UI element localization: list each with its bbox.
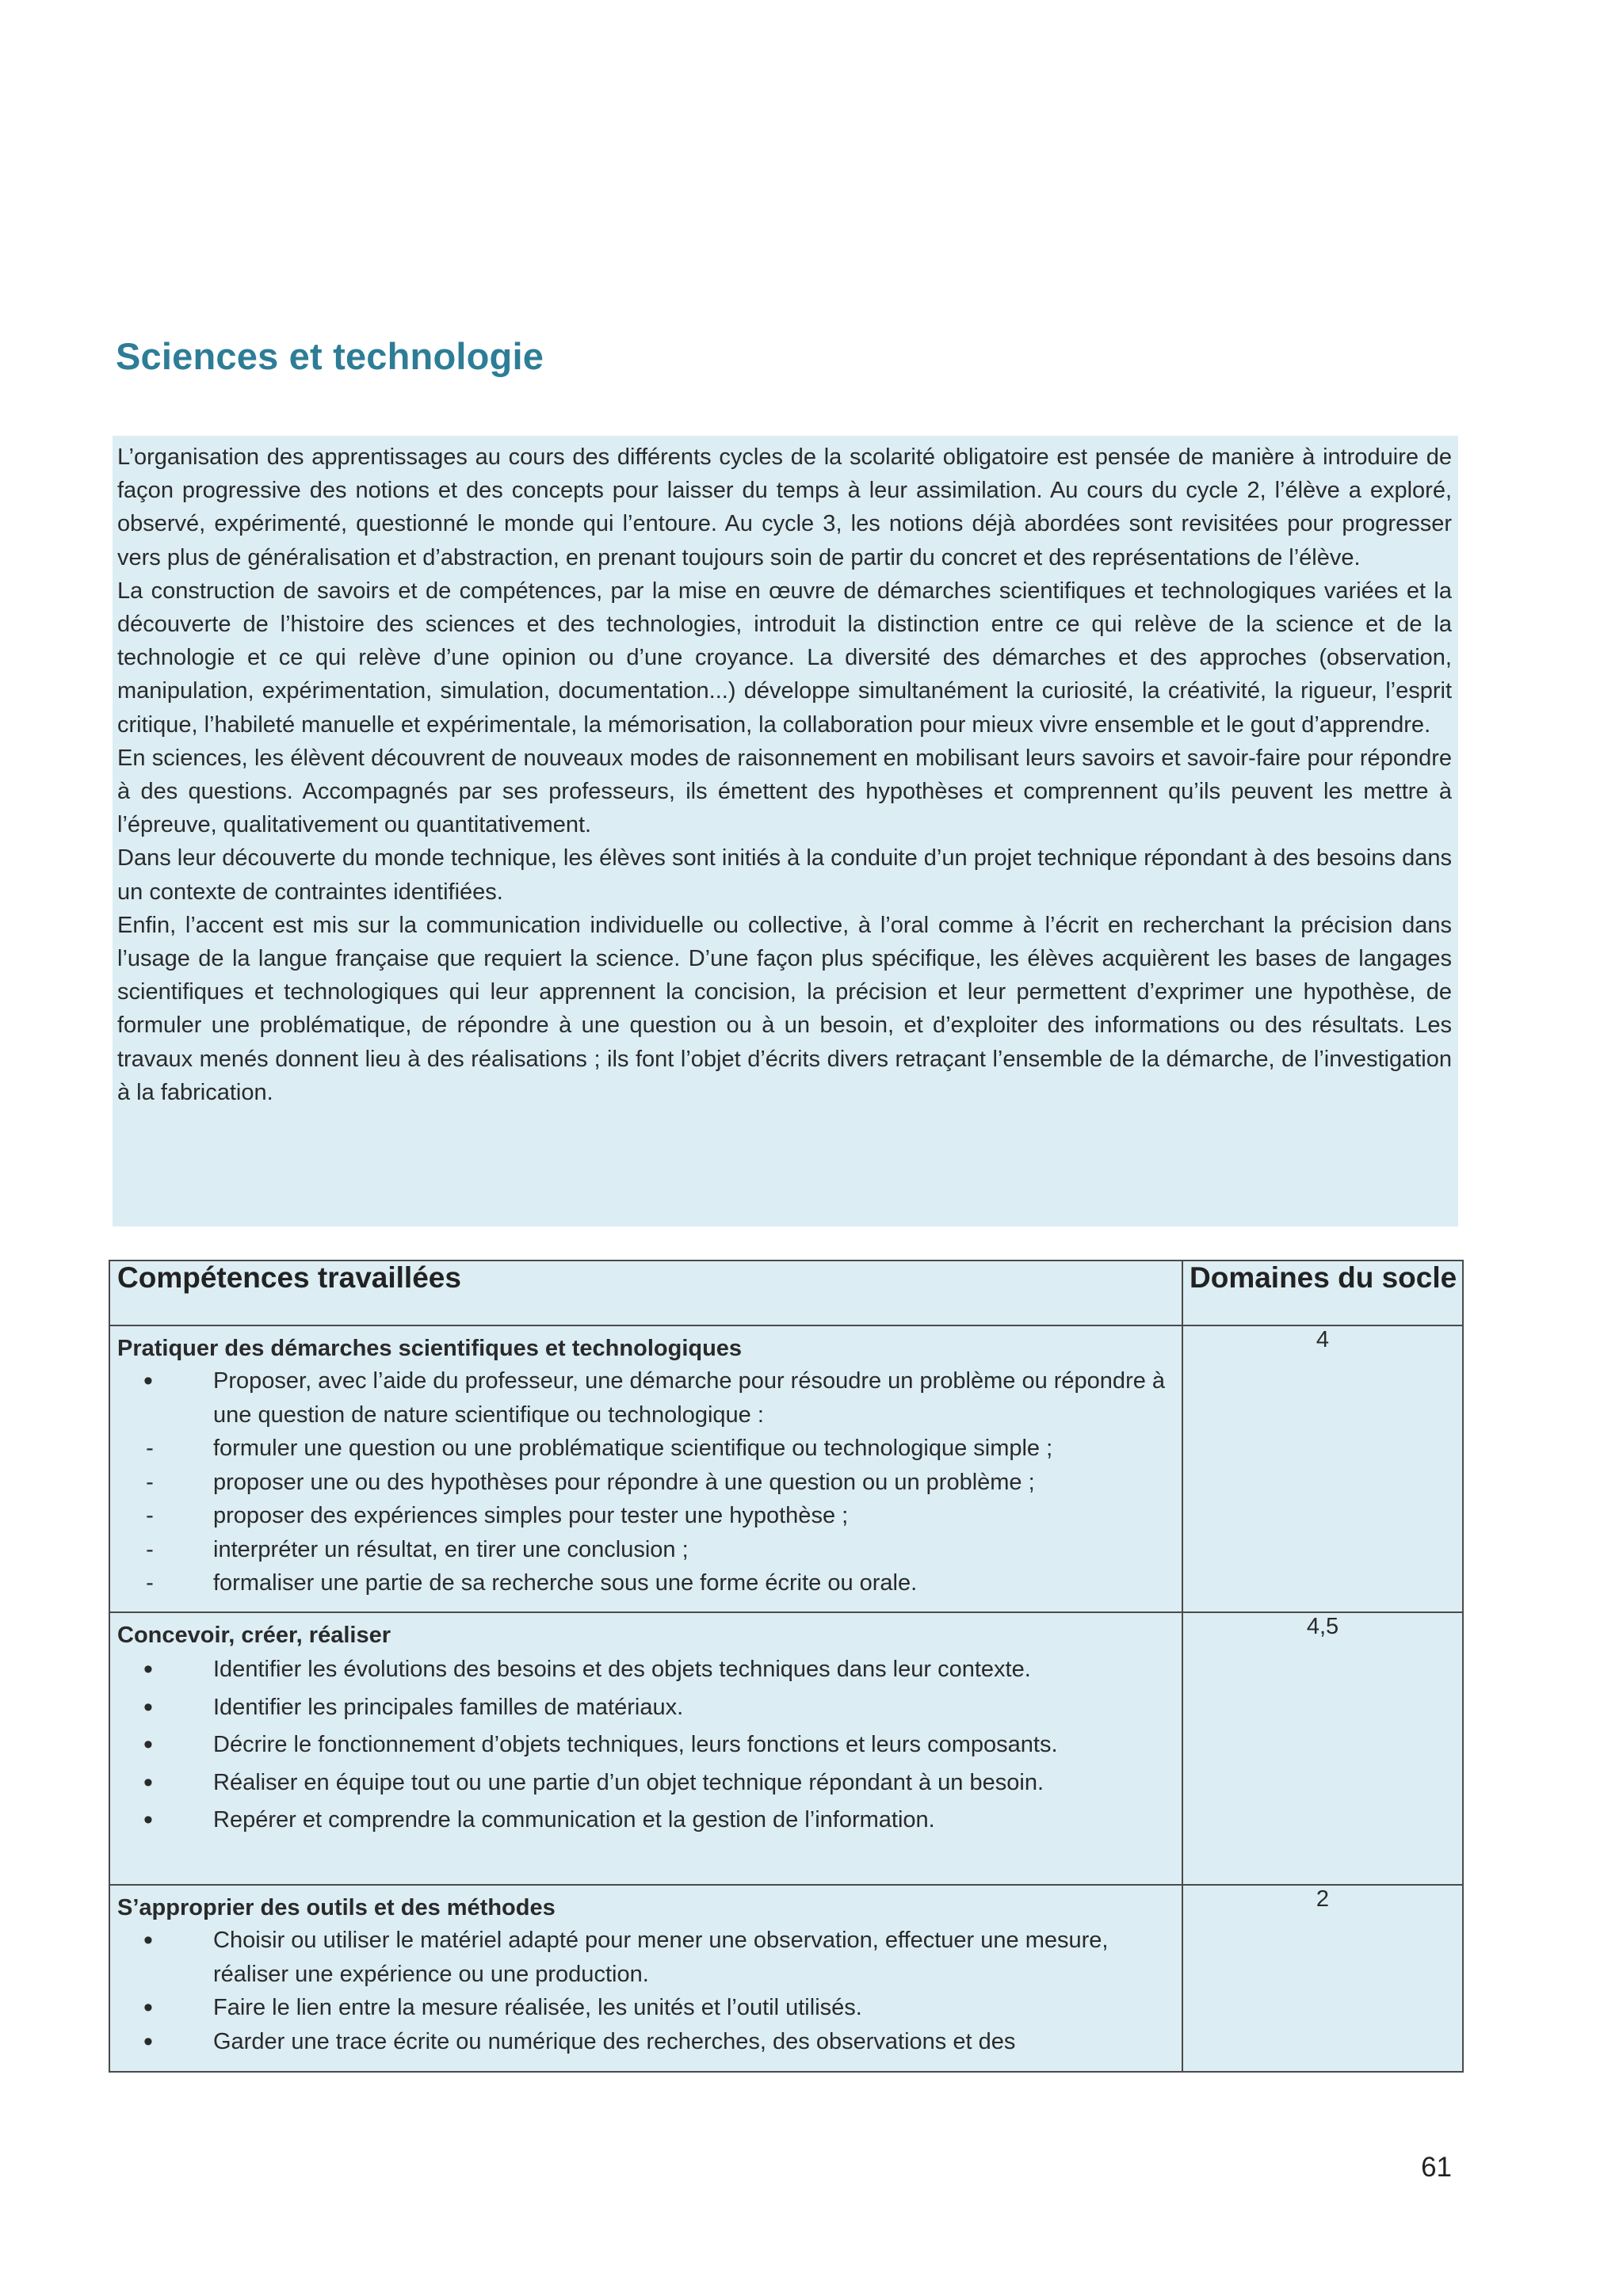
bullet-icon <box>117 1651 179 1691</box>
list-item-text: proposer une ou des hypothèses pour répondre à une question ou un problème ; <box>213 1469 1035 1495</box>
list-item <box>117 1432 1175 1466</box>
table-row <box>109 1325 1463 1612</box>
intro-paragraph-3: En sciences, les élèvent découvrent de nouveaux modes de raisonnement en mobilisant leurs savoirs et savoir-faire pour répondre à des questions. Accompagnés par ses professeurs, ils émettent des hypothèses et comprennent qu’ils peuvent les mettre à l’épreuve, qualitativement ou quantitativement. <box>117 745 1452 838</box>
intro-paragraph-5: Enfin, l’accent est mis sur la communication individuelle ou collective, à l’oral comme à l’écrit en recherchant la précision dans l’usage de la langue française que requiert la science. D’une façon plus spécifique, les élèves acquièrent les bases de langages scientifiques et technologiques qui leur apprennent la concision, la précision et leur permettent d’exprimer une hypothèse, de formuler une problématique, de répondre à une question ou à un besoin, et d’exploiter des informations ou des résultats. Les travaux menés donnent lieu à des réalisations ; ils font l’objet d’écrits divers retraçant l’ensemble de la démarche, de l’investigation à la fabrication. <box>117 912 1452 1105</box>
domain-cell: 4,5 <box>1182 1612 1463 1885</box>
list-item-text: formaliser une partie de sa recherche sous une forme écrite ou orale. <box>213 1570 918 1596</box>
intro-paragraph-2: La construction de savoirs et de compétences, par la mise en œuvre de démarches scientifiques et technologiques variées et la découverte de l’histoire des sciences et des technologies, introduit la distinction entre ce qui relève de la science et de la technologie et ce qui relève d’une opinion ou d’une croyance. La diversité des démarches et des approches (observation, manipulation, expérimentation, simulation, documentation...) développe simultanément la curiosité, la créativité, la rigueur, l’esprit critique, l’habileté manuelle et expérimentale, la mémorisation, la collaboration pour mieux vivre ensemble et le gout d’apprendre. <box>117 578 1452 738</box>
list-item <box>117 1499 1175 1533</box>
page-number: 61 <box>1421 2152 1452 2183</box>
list-item-text: Choisir ou utiliser le matériel adapté pour mener une observation, effectuer une mesure, réaliser une expérience ou une production. <box>213 1928 1109 1987</box>
list-item <box>117 1466 1175 1500</box>
dash-icon <box>117 1466 182 1500</box>
bullet-list <box>117 1651 1175 1840</box>
domain-cell: 4 <box>1182 1325 1463 1612</box>
list-item <box>117 1991 1175 2025</box>
header-domaines: Domaines du socle <box>1182 1261 1463 1325</box>
list-item-text: Garder une trace écrite ou numérique des recherches, des observations et des <box>213 2028 1016 2054</box>
list-item-text: Faire le lien entre la mesure réalisée, les unités et l’outil utilisés. <box>213 1995 862 2020</box>
list-item <box>117 1764 1175 1802</box>
bullet-icon <box>117 1689 179 1729</box>
list-item-text: Repérer et comprendre la communication et la gestion de l’information. <box>213 1807 935 1833</box>
list-item <box>117 1689 1175 1727</box>
competence-cell <box>109 1325 1182 1612</box>
bullet-icon <box>117 1726 179 1766</box>
list-item <box>117 1566 1175 1600</box>
list-item <box>117 1802 1175 1840</box>
competences-table <box>109 1260 1464 2073</box>
list-item-text: Réaliser en équipe tout ou une partie d’un objet technique répondant à un besoin. <box>213 1769 1044 1795</box>
dash-icon <box>117 1432 182 1466</box>
dash-icon <box>117 1499 182 1533</box>
bullet-icon <box>117 1802 179 1841</box>
domain-cell: 2 <box>1182 1885 1463 2072</box>
competence-cell <box>109 1885 1182 2072</box>
list-item-text: Proposer, avec l’aide du professeur, une démarche pour résoudre un problème ou répondre à une question de nature scientifique ou technologique : <box>213 1368 1166 1428</box>
bullet-list <box>117 1364 1175 1432</box>
list-item-text: formuler une question ou une problématique scientifique ou technologique simple ; <box>213 1436 1053 1461</box>
table-header-row <box>109 1261 1463 1325</box>
bullet-icon <box>117 1764 179 1804</box>
list-item <box>117 2025 1175 2059</box>
table-row <box>109 1612 1463 1885</box>
list-item-text: Décrire le fonctionnement d’objets techniques, leurs fonctions et leurs composants. <box>213 1732 1058 1757</box>
bullet-icon <box>117 1924 179 1959</box>
row-title: Pratiquer des démarches scientifiques et technologiques <box>117 1336 743 1361</box>
competence-cell <box>109 1612 1182 1885</box>
row-title: S’approprier des outils et des méthodes <box>117 1895 556 1920</box>
bullet-icon <box>117 1991 179 2027</box>
list-item <box>117 1364 1175 1432</box>
list-item <box>117 1651 1175 1689</box>
bullet-icon <box>117 1364 179 1400</box>
bullet-icon <box>117 2025 179 2061</box>
dash-list <box>117 1432 1175 1600</box>
intro-paragraph-1: L’organisation des apprentissages au cours des différents cycles de la scolarité obligatoire est pensée de manière à introduire de façon progressive des notions et des concepts pour laisser du temps à leur assimilation. Au cours du cycle 2, l’élève a exploré, observé, expérimenté, questionné le monde qui l’entoure. Au cycle 3, les notions déjà abordées sont revisitées pour progresser vers plus de généralisation et d’abstraction, en prenant toujours soin de partir du concret et des représentations de l’élève. <box>117 444 1452 570</box>
page-title: Sciences et technologie <box>116 335 544 377</box>
dash-icon <box>117 1533 182 1567</box>
table-row <box>109 1885 1463 2072</box>
list-item-text: proposer des expériences simples pour tester une hypothèse ; <box>213 1503 849 1528</box>
list-item <box>117 1924 1175 1991</box>
list-item-text: Identifier les principales familles de matériaux. <box>213 1694 684 1720</box>
header-competences: Compétences travaillées <box>109 1261 1182 1325</box>
intro-box <box>113 436 1458 1226</box>
list-item <box>117 1726 1175 1764</box>
row-title: Concevoir, créer, réaliser <box>117 1623 391 1648</box>
list-item-text: interpréter un résultat, en tirer une conclusion ; <box>213 1536 689 1562</box>
dash-icon <box>117 1566 182 1600</box>
bullet-list <box>117 1924 1175 2058</box>
list-item <box>117 1533 1175 1567</box>
intro-paragraph-4: Dans leur découverte du monde technique, les élèves sont initiés à la conduite d’un projet technique répondant à des besoins dans un contexte de contraintes identifiées. <box>117 845 1452 905</box>
list-item-text: Identifier les évolutions des besoins et des objets techniques dans leur contexte. <box>213 1657 1031 1682</box>
